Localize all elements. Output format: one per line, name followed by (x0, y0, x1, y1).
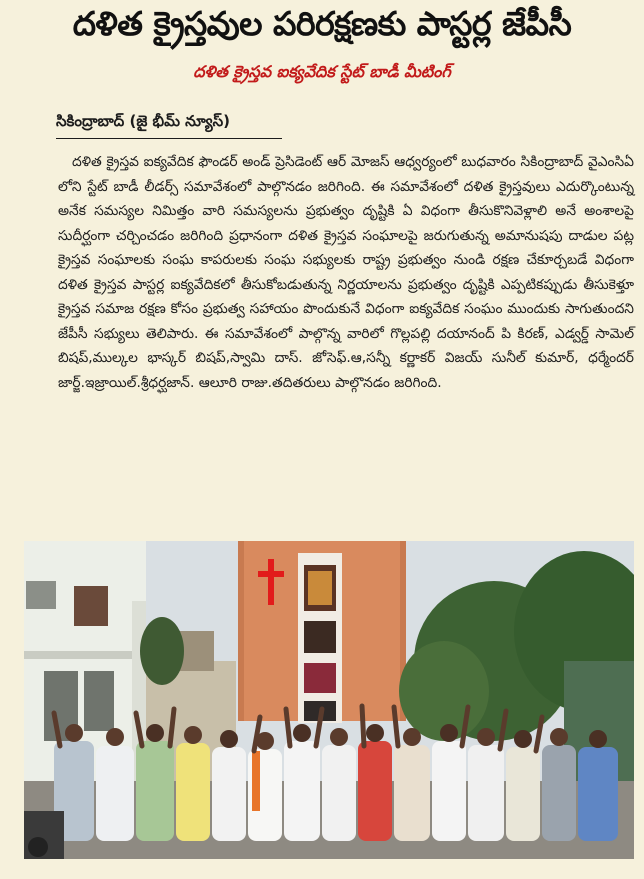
cross-icon (268, 559, 274, 605)
article-body: దళిత క్రైస్తవ ఐక్యవేదిక ఫౌండర్ అండ్ ప్రెసిడెంట్ ఆర్ మోజస్ ఆధ్వర్యంలో బుధవారం సికింద్రాబాద్ వైఎంసిఏ లోని స్టేట్ బాడీ లీడర్స్ సమావేశంలో పాల్గొనడం జరిగింది. ఈ సమావేశంలో దళిత క్రైస్తవులు ఎదుర్కొంటున్న అనేక సమస్యల నిమిత్తం వారి సమస్యలను ప్రభుత్వం దృష్టికి ఏ విధంగా తీసుకొనివెళ్లాలి అనే అంశాలపై సుదీర్ఘంగా చర్చించడం జరిగింది ప్రధానంగా దళిత క్రైస్తవ సంఘాలపై జరుగుతున్న అమానుషపు దాడుల పట్ల క్రైస్తవ సంఘాలకు సంఘ కాపరులకు సంఘ సభ్యులకు రాష్ట్ర ప్రభుత్వం నుండి రక్షణ చేకూర్చబడే విధంగా దళిత క్రైస్తవ పాస్టర్ల ఐక్యవేదికలో తీసుకోబడుతున్న నిర్ణయాలను ప్రభుత్వం దృష్టికి ఎప్పటికప్పుడు తీసుకెళ్తూ క్రైస్తవ సమాజ రక్షణ కోసం ప్రభుత్వ సహాయం పొందుకునే విధంగా ఐక్యవేదిక సంఘం ముందుకు సాగుతుందని జేపీసీ సభ్యులు తెలిపారు. ఈ సమావేశంలో పాల్గొన్న వారిలో గొల్లపల్లి దయానంద్ పి కిరణ్, ఎడ్వర్డ్ సామెల్ బిషప్,ముల్కల భాస్కర్ బిషప్,స్వామి దాస్. జోసెఫ్.ఆ,సన్నీ కర్ణాకర్ విజయ్ సునీల్ కుమార్, ధర్మేందర్ జార్జ్.ఇజ్రాయిల్.శ్రీధర్ఘజాన్. ఆలూరి రాజు.తదితరులు పాల్గొనడం జరిగింది. (58, 154, 634, 391)
article-subheadline: దళిత క్రైస్తవ ఐక్యవేదిక స్టేట్ బాడీ మీటింగ్ (193, 62, 451, 81)
group-photo-illustration (24, 541, 634, 859)
article-headline: దళిత క్రైస్తవుల పరిరక్షణకు పాస్టర్ల జేపీసీ (72, 4, 572, 43)
article-photo (24, 541, 634, 859)
article-dateline: సికింద్రాబాద్ (జై భీమ్ న్యూస్) (56, 112, 230, 130)
dateline-underline (56, 138, 282, 139)
